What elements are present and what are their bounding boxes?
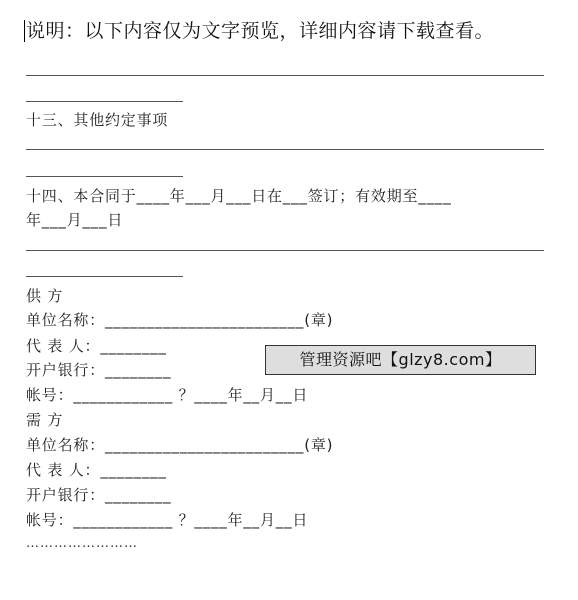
ellipsis-dots: …………………… — [26, 536, 138, 551]
clause-14-line2: 年___月___日 — [26, 211, 124, 229]
divider-line — [26, 75, 544, 76]
buyer-representative: 代 表 人：________ — [26, 461, 167, 479]
buyer-heading: 需 方 — [26, 411, 64, 429]
supplier-representative: 代 表 人：________ — [26, 337, 167, 355]
text-cursor — [24, 20, 25, 42]
clause-14-line1: 十四、本合同于____年___月___日在___签订；有效期至____ — [26, 187, 452, 205]
divider-line — [26, 176, 183, 177]
watermark-banner: 管理资源吧【glzy8.com】 — [265, 345, 536, 375]
divider-line — [26, 149, 544, 150]
supplier-unit-name: 单位名称：________________________(章) — [26, 311, 334, 329]
buyer-account: 帐号：____________ ？____年__月__日 — [26, 511, 309, 529]
divider-line — [26, 250, 544, 251]
supplier-account: 帐号：____________ ？____年__月__日 — [26, 386, 309, 404]
preview-notice: 说明：以下内容仅为文字预览，详细内容请下载查看。 — [26, 20, 495, 42]
buyer-bank: 开户银行：________ — [26, 486, 172, 504]
supplier-heading: 供 方 — [26, 287, 64, 305]
buyer-unit-name: 单位名称：________________________(章) — [26, 436, 334, 454]
divider-line — [26, 276, 183, 277]
clause-13: 十三、其他约定事项 — [26, 111, 169, 129]
divider-line — [26, 101, 183, 102]
supplier-bank: 开户银行：________ — [26, 361, 172, 379]
